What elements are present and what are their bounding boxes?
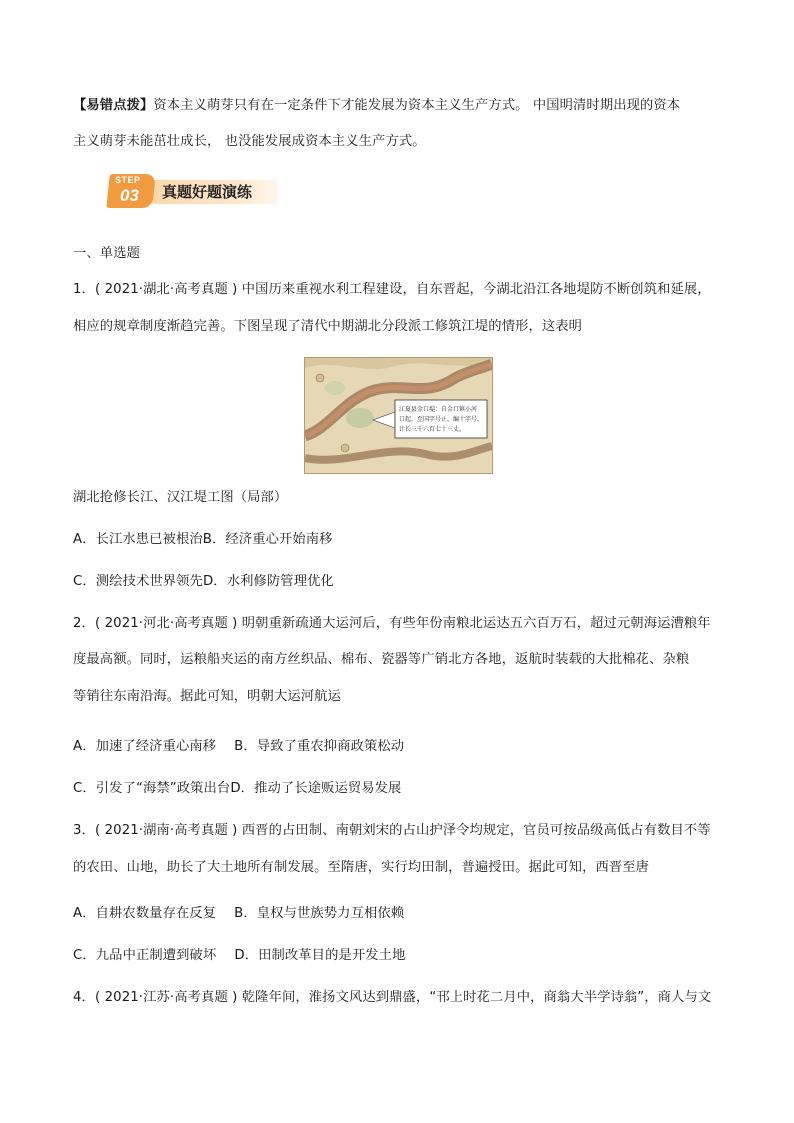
q3-option-c[interactable]: C．九品中正制遭到破坏 [73,948,217,963]
q2-stem-line-3: 等销往东南沿海。据此可知，明朝大运河航运 [73,689,341,704]
q2-option-a[interactable]: A．加速了经济重心南移 [73,739,217,754]
q1-option-c[interactable]: C．测绘技术世界领先 [73,574,203,589]
step-number: 03 [120,186,139,205]
q1-map-image [304,357,493,474]
q4-stem-line-1: 4．( 2021·江苏·高考真题 ) 乾隆年间，淮扬文风达到鼎盛，“邗上时花二月中，商翁大半学诗翁”，商人与文 [73,990,712,1005]
q1-stem-line-1: 1．( 2021·湖北·高考真题 ) 中国历来重视水利工程建设，自东晋起，今湖北沿江各地堤防不断创筑和延展， [73,282,711,297]
q3-options-row-2 [73,946,405,966]
step-title: 真题好题演练 [162,183,253,201]
tip-text-1: 资本主义萌芽只有在一定条件下才能发展为资本主义生产方式。 中国明清时期出现的资本 [153,98,681,113]
q3-option-b[interactable]: B．皇权与世族势力互相依赖 [234,906,405,921]
step-badge [108,172,278,212]
q2-option-c[interactable]: C．引发了“海禁”政策出台 [73,781,231,796]
q3-option-a[interactable]: A．自耕农数量存在反复 [73,906,217,921]
map-callout-line-1: 江夏县金口堤：自金口镇小河 [399,406,478,413]
q3-stem-line-1: 3．( 2021·湖南·高考真题 ) 西晋的占田制、南朝刘宋的占山护泽令均规定，官员可按品级高低占有数目不等 [73,823,711,838]
q1-figure-caption: 湖北抢修长江、汉江堤工图（局部） [73,490,288,505]
q1-options-row-1 [73,530,333,550]
q2-options-row-1 [73,737,404,757]
q1-option-d[interactable]: D．水利修防管理优化 [202,574,334,589]
q2-stem-line-1: 2．( 2021·河北·高考真题 ) 明朝重新疏通大运河后，有些年份南粮北运达五六百万石，超过元朝海运漕粮年 [73,616,711,631]
map-callout-line-3: 计长三千六百七十三丈。 [399,426,466,433]
q1-stem-line-2: 相应的规章制度渐趋完善。下图呈现了清代中期湖北分段派工修筑江堤的情形，这表明 [73,319,583,334]
q1-option-a[interactable]: A．长江水患已被根治 [73,532,203,547]
q3-options-row-1 [73,904,404,924]
tip-line-2: 主义萌芽未能茁壮成长， 也没能发展成资本主义生产方式。 [73,134,426,149]
q3-stem-line-2: 的农田、山地，助长了大土地所有制发展。至隋唐，实行均田制，普遍授田。据此可知，西晋至唐 [73,860,650,875]
q2-options-row-2 [73,779,401,799]
q2-option-b[interactable]: B．导致了重农抑商政策松动 [234,739,405,754]
q1-options-row-2 [73,572,334,592]
tip-tag: 【易错点拨】 [73,98,154,113]
map-callout-line-2: 口起，至国字号止，编十字号， [399,416,484,423]
map-drawing [305,358,492,473]
tip-line-1 [73,96,680,116]
q1-option-b[interactable]: B．经济重心开始南移 [202,532,333,547]
q2-option-d[interactable]: D．推动了长途贩运贸易发展 [230,781,402,796]
q3-option-d[interactable]: D．田制改革目的是开发土地 [234,948,406,963]
section-title: 一、单选题 [73,246,140,261]
q2-stem-line-2: 度最高额。同时，运粮船夹运的南方丝织品、棉布、瓷器等广销北方各地，返航时装载的大批棉花、杂粮 [73,652,690,667]
step-label: STEP [115,175,141,185]
